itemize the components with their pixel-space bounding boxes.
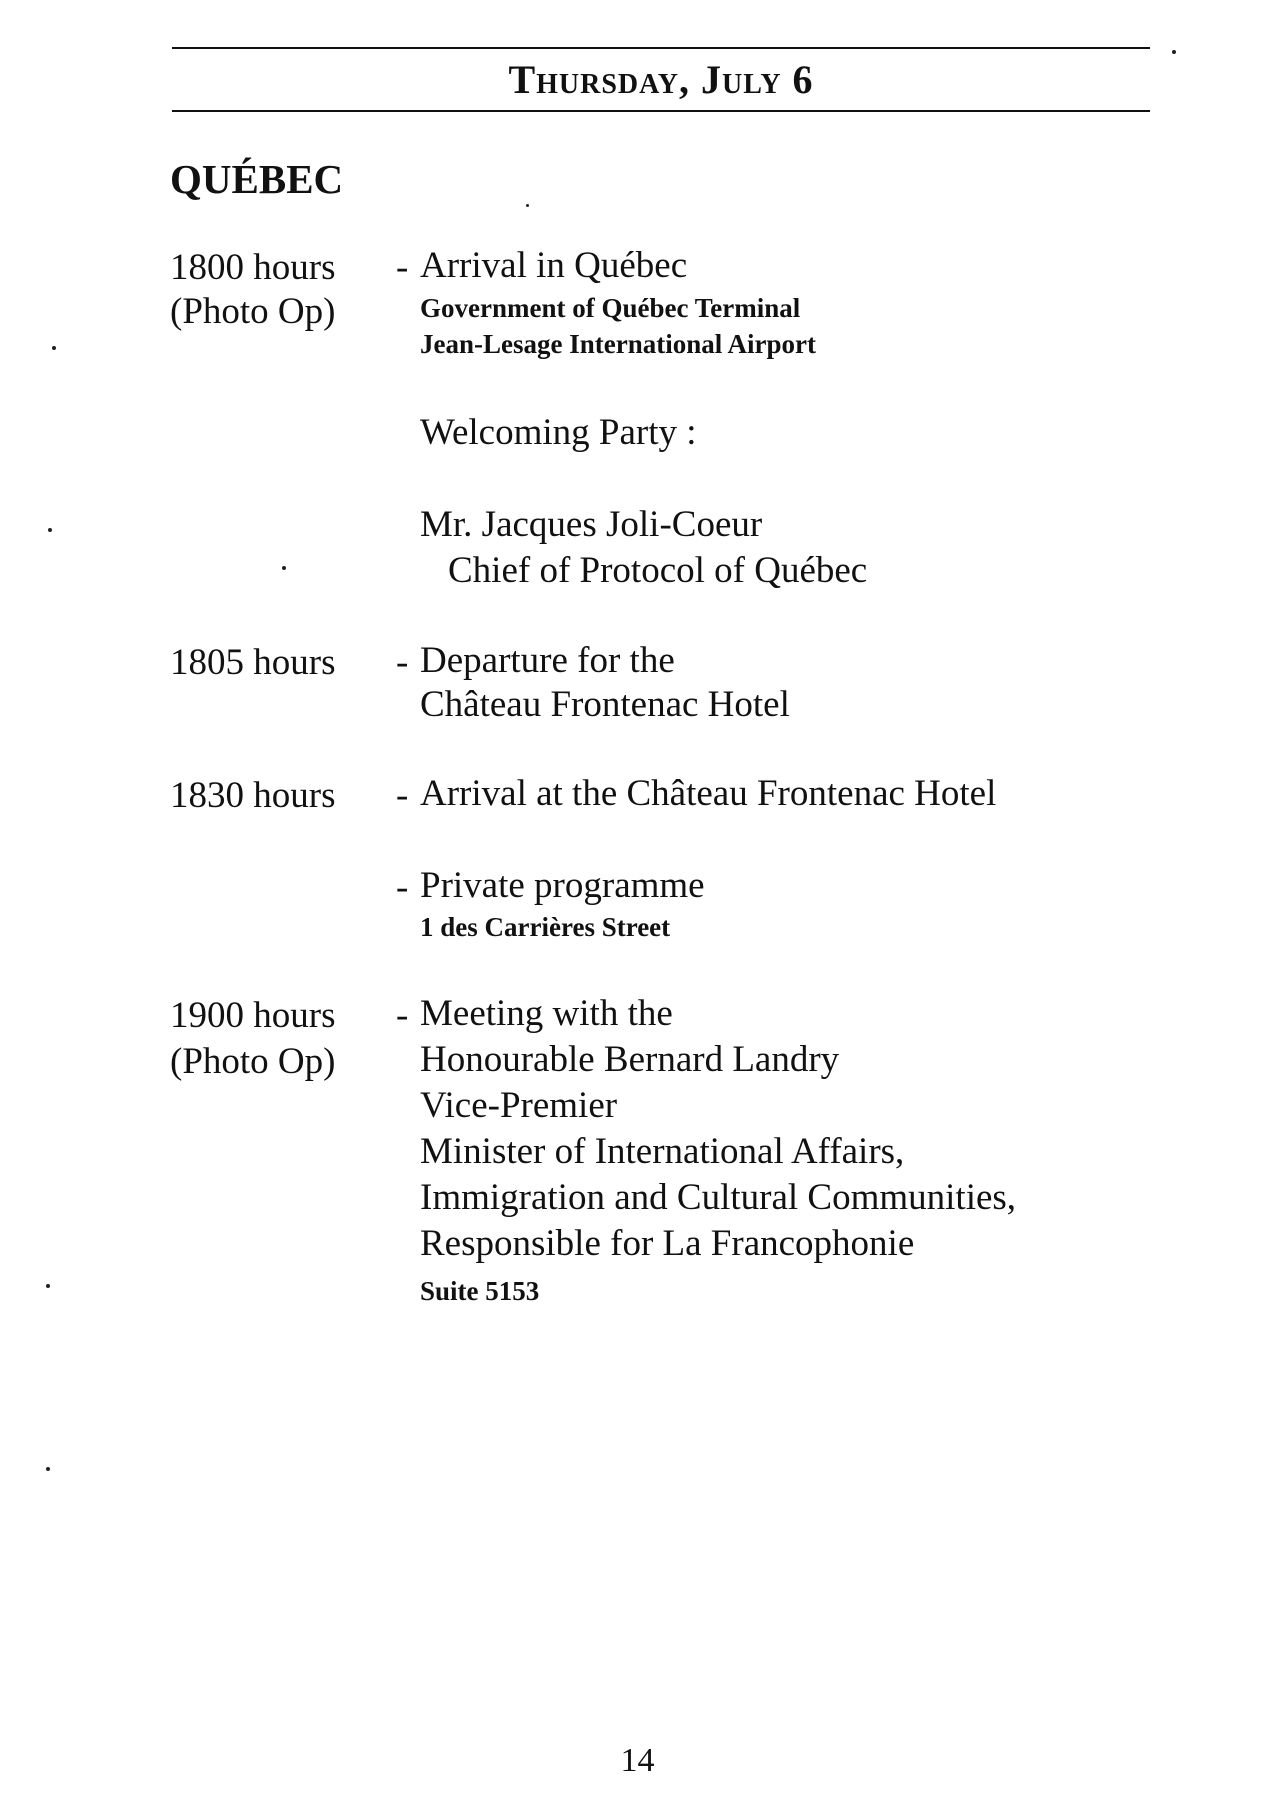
entry-dash: -	[396, 995, 409, 1036]
entry-line: Honourable Bernard Landry	[420, 1039, 840, 1080]
entry-subtitle: Private programme	[420, 865, 705, 906]
entry-dash: -	[396, 642, 409, 683]
entry-note: (Photo Op)	[170, 291, 336, 332]
welcoming-person-name: Mr. Jacques Joli-Coeur	[420, 504, 763, 545]
entry-dash: -	[396, 867, 409, 908]
entry-detail: Jean-Lesage International Airport	[420, 329, 816, 359]
entry-time: 1900 hours	[170, 995, 336, 1036]
entry-title: Château Frontenac Hotel	[420, 684, 790, 725]
scan-speck	[1172, 50, 1176, 54]
entry-line: Meeting with the	[420, 993, 673, 1034]
scan-speck	[282, 566, 286, 570]
page-heading: Thursday, July 6	[508, 57, 814, 102]
welcoming-person-title: Chief of Protocol of Québec	[448, 550, 868, 591]
entry-time: 1805 hours	[170, 642, 336, 683]
entry-detail: Government of Québec Terminal	[420, 293, 801, 323]
entry-line: Vice-Premier	[420, 1085, 618, 1126]
header-bottom-rule	[172, 110, 1150, 112]
entry-line: Minister of International Affairs,	[420, 1131, 905, 1172]
entry-dash: -	[396, 775, 409, 816]
scan-speck	[52, 346, 56, 350]
entry-line: Immigration and Cultural Communities,	[420, 1177, 1017, 1218]
scan-speck	[46, 1284, 50, 1288]
scan-speck	[48, 528, 52, 532]
scan-speck	[526, 204, 529, 207]
entry-title: Arrival at the Château Frontenac Hotel	[420, 773, 997, 814]
header-top-rule	[172, 47, 1150, 49]
entry-detail: 1 des Carrières Street	[420, 912, 671, 942]
page-number: 14	[620, 1742, 655, 1779]
section-title: QUÉBEC	[170, 156, 344, 202]
entry-line: Responsible for La Francophonie	[420, 1223, 915, 1264]
entry-title: Arrival in Québec	[420, 245, 688, 286]
entry-dash: -	[396, 247, 409, 288]
entry-detail: Suite 5153	[420, 1276, 540, 1306]
entry-time: 1800 hours	[170, 247, 336, 288]
entry-title: Departure for the	[420, 640, 675, 681]
entry-time: 1830 hours	[170, 775, 336, 816]
entry-note: (Photo Op)	[170, 1041, 336, 1082]
welcoming-party-label: Welcoming Party :	[420, 412, 697, 453]
scan-speck	[46, 1467, 50, 1471]
